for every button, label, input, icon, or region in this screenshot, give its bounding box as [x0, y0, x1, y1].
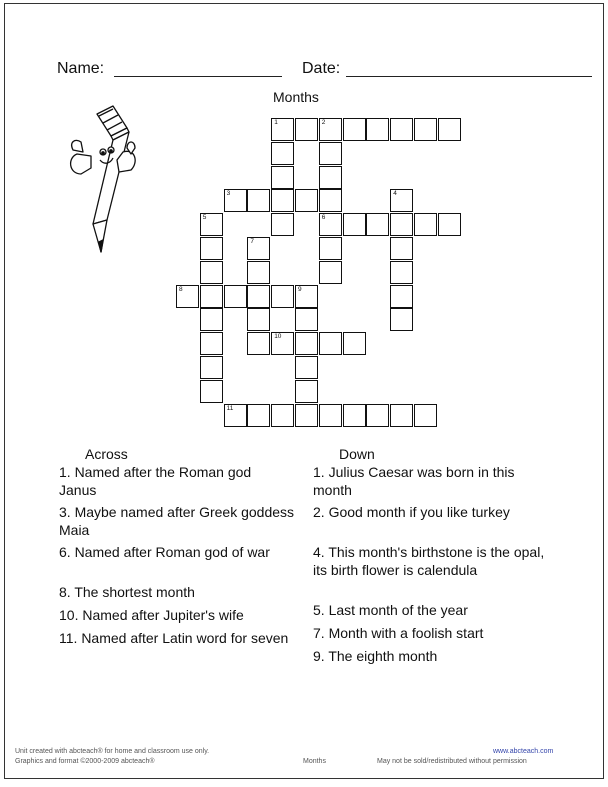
grid-cell[interactable]: [271, 166, 294, 189]
across-clue-1: 1. Named after the Roman god Janus: [59, 464, 252, 498]
grid-cell[interactable]: [247, 189, 270, 212]
name-field[interactable]: [114, 76, 282, 77]
footer-left-line2: Graphics and format ©2000-2009 abcteach®: [15, 758, 155, 765]
grid-cell[interactable]: [390, 237, 413, 260]
grid-cell[interactable]: [390, 404, 413, 427]
grid-cell[interactable]: [366, 213, 389, 236]
clue-number: 6: [321, 214, 326, 222]
clue-number: 3: [226, 190, 231, 198]
grid-cell[interactable]: [247, 308, 270, 331]
footer-center: Months: [303, 758, 326, 765]
grid-cell[interactable]: [414, 213, 437, 236]
grid-cell[interactable]: [271, 189, 294, 212]
grid-cell[interactable]: [438, 118, 461, 141]
grid-cell[interactable]: [295, 356, 318, 379]
grid-cell[interactable]: [247, 261, 270, 284]
date-field[interactable]: [346, 76, 592, 77]
grid-cell[interactable]: [390, 261, 413, 284]
grid-cell[interactable]: [295, 332, 318, 355]
grid-cell[interactable]: [414, 118, 437, 141]
grid-cell[interactable]: [319, 261, 342, 284]
clue-number: 8: [179, 285, 183, 293]
down-clue-1: 1. Julius Caesar was born in this month: [313, 464, 515, 498]
grid-cell[interactable]: [295, 308, 318, 331]
across-clue-6: 6. Named after Roman god of war: [59, 544, 270, 560]
name-label: Name:: [57, 60, 105, 77]
grid-cell[interactable]: [271, 404, 294, 427]
clue-number: 5: [202, 214, 207, 222]
grid-cell[interactable]: [319, 166, 342, 189]
grid-cell[interactable]: [343, 213, 366, 236]
grid-cell[interactable]: [224, 189, 247, 212]
grid-cell[interactable]: [319, 189, 342, 212]
grid-cell[interactable]: [271, 118, 294, 141]
grid-cell[interactable]: [200, 285, 223, 308]
grid-cell[interactable]: [319, 118, 342, 141]
grid-cell[interactable]: [247, 332, 270, 355]
grid-cell[interactable]: [414, 404, 437, 427]
grid-cell[interactable]: [247, 237, 270, 260]
grid-cell[interactable]: [200, 261, 223, 284]
across-clue-10: 10. Named after Jupiter's wife: [59, 607, 244, 623]
grid-cell[interactable]: [390, 213, 413, 236]
grid-cell[interactable]: [366, 404, 389, 427]
puzzle-title: Months: [273, 89, 319, 105]
grid-cell[interactable]: [343, 118, 366, 141]
grid-cell[interactable]: [271, 213, 294, 236]
grid-cell[interactable]: [390, 189, 413, 212]
clue-number: 9: [298, 285, 302, 293]
grid-cell[interactable]: [390, 285, 413, 308]
clue-number: 2: [321, 119, 326, 126]
clue-number: 7: [250, 238, 255, 245]
down-clue-7: 7. Month with a foolish start: [313, 625, 484, 641]
grid-cell[interactable]: [295, 404, 318, 427]
grid-cell[interactable]: [438, 213, 461, 236]
grid-cell[interactable]: [390, 308, 413, 331]
grid-cell[interactable]: [366, 118, 389, 141]
grid-cell[interactable]: [224, 404, 247, 427]
date-label: Date:: [302, 60, 341, 77]
grid-cell[interactable]: [247, 285, 270, 308]
down-clue-5: 5. Last month of the year: [313, 602, 468, 618]
grid-cell[interactable]: [200, 380, 223, 403]
grid-cell[interactable]: [200, 237, 223, 260]
grid-cell[interactable]: [319, 332, 342, 355]
grid-cell[interactable]: [271, 285, 294, 308]
grid-cell[interactable]: [271, 332, 294, 355]
grid-cell[interactable]: [343, 332, 366, 355]
grid-cell[interactable]: [176, 285, 199, 308]
grid-cell[interactable]: [200, 356, 223, 379]
grid-cell[interactable]: [200, 332, 223, 355]
grid-cell[interactable]: [319, 404, 342, 427]
grid-cell[interactable]: [390, 118, 413, 141]
clue-number: 11: [226, 404, 234, 412]
down-clue-2: 2. Good month if you like turkey: [313, 504, 510, 520]
footer-left-line1: Unit created with abcteach® for home and classroom use only.: [15, 748, 210, 755]
footer-link[interactable]: www.abcteach.com: [493, 748, 554, 755]
grid-cell[interactable]: [319, 142, 342, 165]
grid-cell[interactable]: [295, 189, 318, 212]
down-heading: Down: [339, 446, 375, 462]
across-clue-3: 3. Maybe named after Greek goddess Maia: [59, 504, 295, 538]
grid-cell[interactable]: [319, 237, 342, 260]
grid-cell[interactable]: [319, 213, 342, 236]
clue-number: 4: [393, 190, 397, 198]
down-clue-4: 4. This month's birthstone is the opal, its birth flower is calendula: [313, 544, 545, 578]
grid-cell[interactable]: [200, 213, 223, 236]
clue-number: 10: [274, 333, 282, 341]
grid-cell[interactable]: [295, 118, 318, 141]
across-clue-11: 11. Named after Latin word for seven: [59, 630, 289, 646]
grid-cell[interactable]: [295, 285, 318, 308]
grid-cell[interactable]: [295, 380, 318, 403]
across-clue-8: 8. The shortest month: [59, 584, 195, 600]
clue-number: 1: [274, 119, 278, 126]
footer-right-text: May not be sold/redistributed without permission: [377, 758, 527, 765]
across-heading: Across: [85, 446, 128, 462]
worksheet-page: [4, 3, 604, 779]
grid-cell[interactable]: [224, 285, 247, 308]
pencil-mascot-icon: [63, 102, 145, 267]
grid-cell[interactable]: [343, 404, 366, 427]
grid-cell[interactable]: [271, 142, 294, 165]
down-clue-9: 9. The eighth month: [313, 648, 438, 664]
grid-cell[interactable]: [200, 308, 223, 331]
grid-cell[interactable]: [247, 404, 270, 427]
